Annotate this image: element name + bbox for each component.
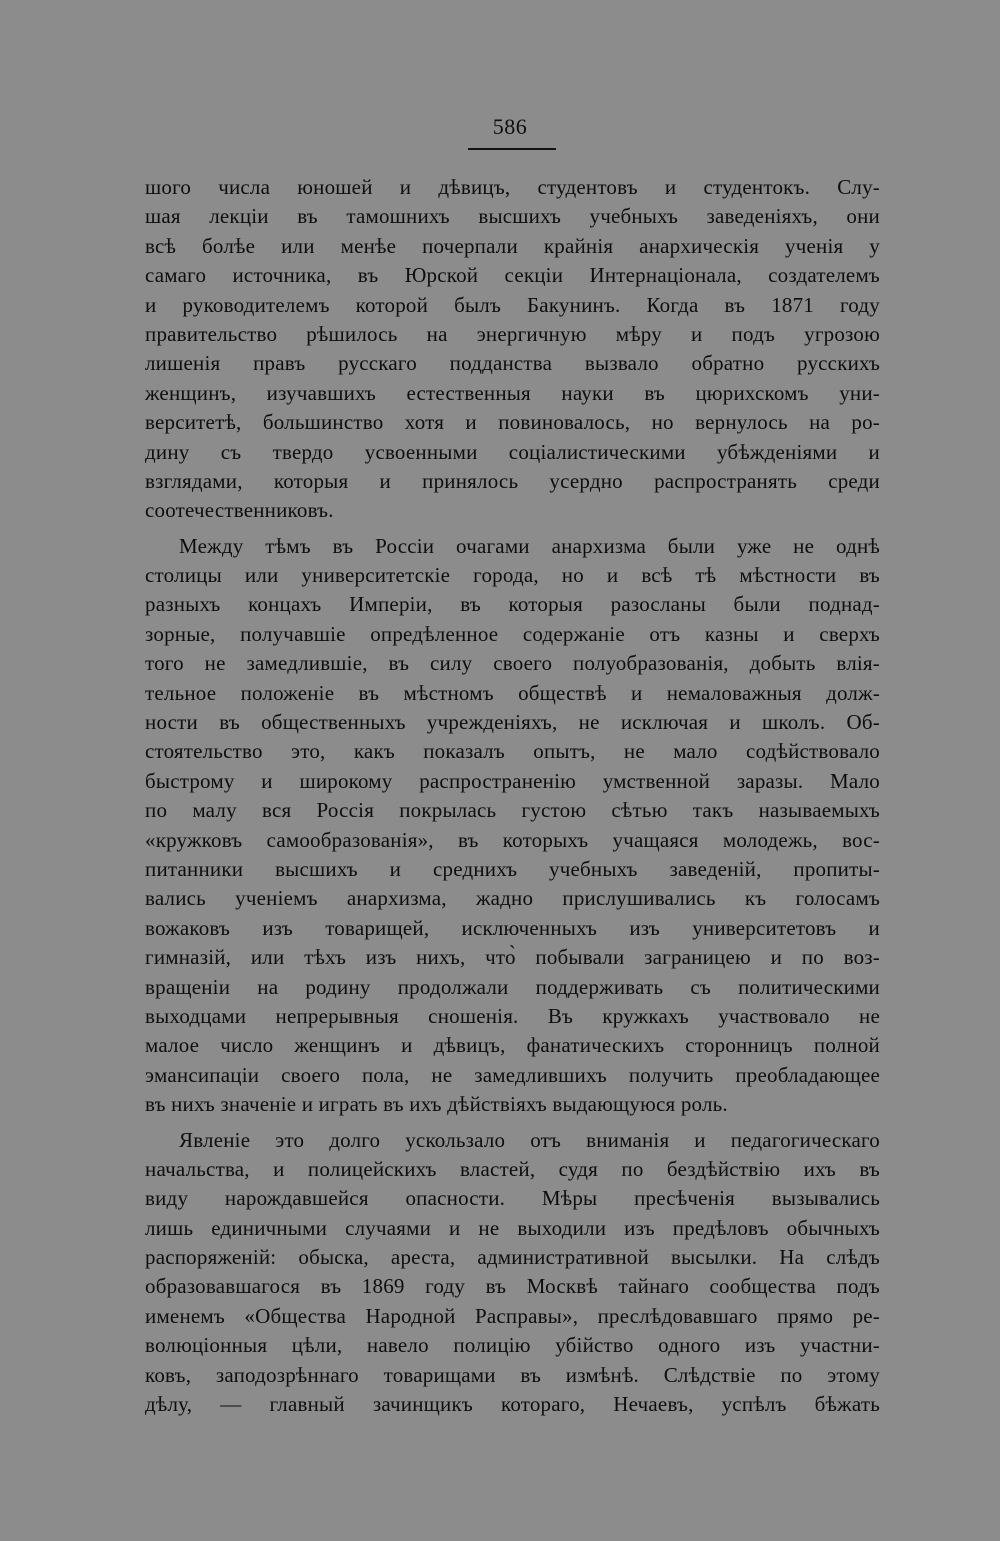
text-line: въ нихъ значеніе и играть въ ихъ дѣйствіяхъ выдающуюся роль. (145, 1092, 728, 1117)
page-number-rule (468, 148, 556, 150)
text-line: ности въ общественныхъ учрежденіяхъ, не исключая и школъ. Об- (145, 710, 880, 735)
text-line: тельное положеніе въ мѣстномъ обществѣ и немаловажныя долж- (145, 680, 880, 705)
text-line: дину съ твердо усвоенными соціалистическими убѣжденіями и (145, 439, 880, 464)
text-line: шого числа юношей и дѣвицъ, студентовъ и студентокъ. Слу- (145, 175, 880, 199)
text-line: ковъ, заподозрѣннаго товарищами въ измѣнѣ. Слѣдствіе по этому (145, 1362, 880, 1387)
text-line: эмансипаціи своего пола, не замедлившихъ получить преобладающее (145, 1062, 880, 1087)
text-line: и руководителемъ которой былъ Бакунинъ. Когда въ 1871 году (145, 292, 880, 317)
text-line: малое число женщинъ и дѣвицъ, фанатическихъ сторонницъ полной (145, 1033, 880, 1058)
text-body (145, 173, 880, 1419)
text-line: дѣлу, — главный зачинщикъ котораго, Нечаевъ, успѣлъ бѣжать (145, 1392, 880, 1417)
text-line: женщинъ, изучавшихъ естественныя науки въ цюрихскомъ уни- (145, 380, 880, 405)
text-line: распоряженій: обыска, ареста, административной высылки. На слѣдъ (145, 1245, 880, 1270)
text-line: Явленіе это долго ускользало отъ вниманія и педагогическаго (179, 1127, 880, 1152)
paragraph-2 (145, 532, 880, 1120)
text-line: образовавшагося въ 1869 году въ Москвѣ тайнаго сообщества подъ (145, 1274, 880, 1299)
text-line: правительство рѣшилось на энергичную мѣру и подъ угрозою (145, 321, 880, 346)
paragraph-1 (145, 173, 880, 526)
text-line: гимназій, или тѣхъ изъ нихъ, что̀ побывали заграницею и по воз- (145, 945, 880, 970)
text-line: вались ученіемъ анархизма, жадно прислушивались къ голосамъ (145, 886, 880, 911)
text-line: верситетѣ, большинство хотя и повиновалось, но вернулось на ро- (145, 410, 880, 435)
text-line: начальства, и полицейскихъ властей, судя по бездѣйствію ихъ въ (145, 1156, 880, 1181)
text-line: лишенія правъ русскаго подданства вызвало обратно русскихъ (145, 351, 880, 376)
text-line: разныхъ концахъ Имперіи, въ которыя разосланы были поднад- (145, 592, 880, 617)
paragraph-3 (145, 1126, 880, 1420)
text-line: самаго источника, въ Юрской секціи Интернаціонала, создателемъ (145, 263, 880, 288)
page-number: 586 (492, 114, 528, 139)
text-line: питанники высшихъ и среднихъ учебныхъ заведеній, пропиты- (145, 856, 880, 881)
text-line: Между тѣмъ въ Россіи очагами анархизма были уже не однѣ (179, 533, 880, 558)
text-line: быстрому и широкому распространенію умственной заразы. Мало (145, 768, 880, 793)
text-line: стоятельство это, какъ показалъ опытъ, не мало содѣйствовало (145, 739, 880, 764)
text-line: лишь единичными случаями и не выходили изъ предѣловъ обычныхъ (145, 1215, 880, 1240)
text-line: по малу вся Россія покрылась густою сѣтью такъ называемыхъ (145, 798, 880, 823)
text-line: виду нарождавшейся опасности. Мѣры пресѣченія вызывались (145, 1186, 880, 1211)
text-line: всѣ болѣе или менѣе почерпали крайнія анархическія ученія у (145, 233, 880, 258)
text-line: выходцами непрерывныя сношенія. Въ кружкахъ участвовало не (145, 1003, 880, 1028)
text-line: того не замедлившіе, въ силу своего полуобразованія, добыть влія- (145, 651, 880, 676)
text-line: волюціонныя цѣли, навело полицію убійство одного изъ участни- (145, 1333, 880, 1358)
text-line: вращеніи на родину продолжали поддерживать съ политическими (145, 974, 880, 999)
text-line: соотечественниковъ. (145, 498, 334, 523)
text-line: шая лекціи въ тамошнихъ высшихъ учебныхъ заведеніяхъ, они (145, 204, 880, 229)
text-line: взглядами, которыя и принялось усердно распространять среди (145, 468, 880, 493)
text-line: зорные, получавшіе опредѣленное содержаніе отъ казны и сверхъ (145, 621, 880, 646)
text-line: столицы или университетскіе города, но и всѣ тѣ мѣстности въ (145, 563, 880, 588)
text-line: вожаковъ изъ товарищей, исключенныхъ изъ университетовъ и (145, 915, 880, 940)
text-line: именемъ «Общества Народной Расправы», преслѣдовавшаго прямо ре- (145, 1303, 880, 1328)
text-line: «кружковъ самообразованія», въ которыхъ учащаяся молодежь, вос- (145, 827, 880, 852)
